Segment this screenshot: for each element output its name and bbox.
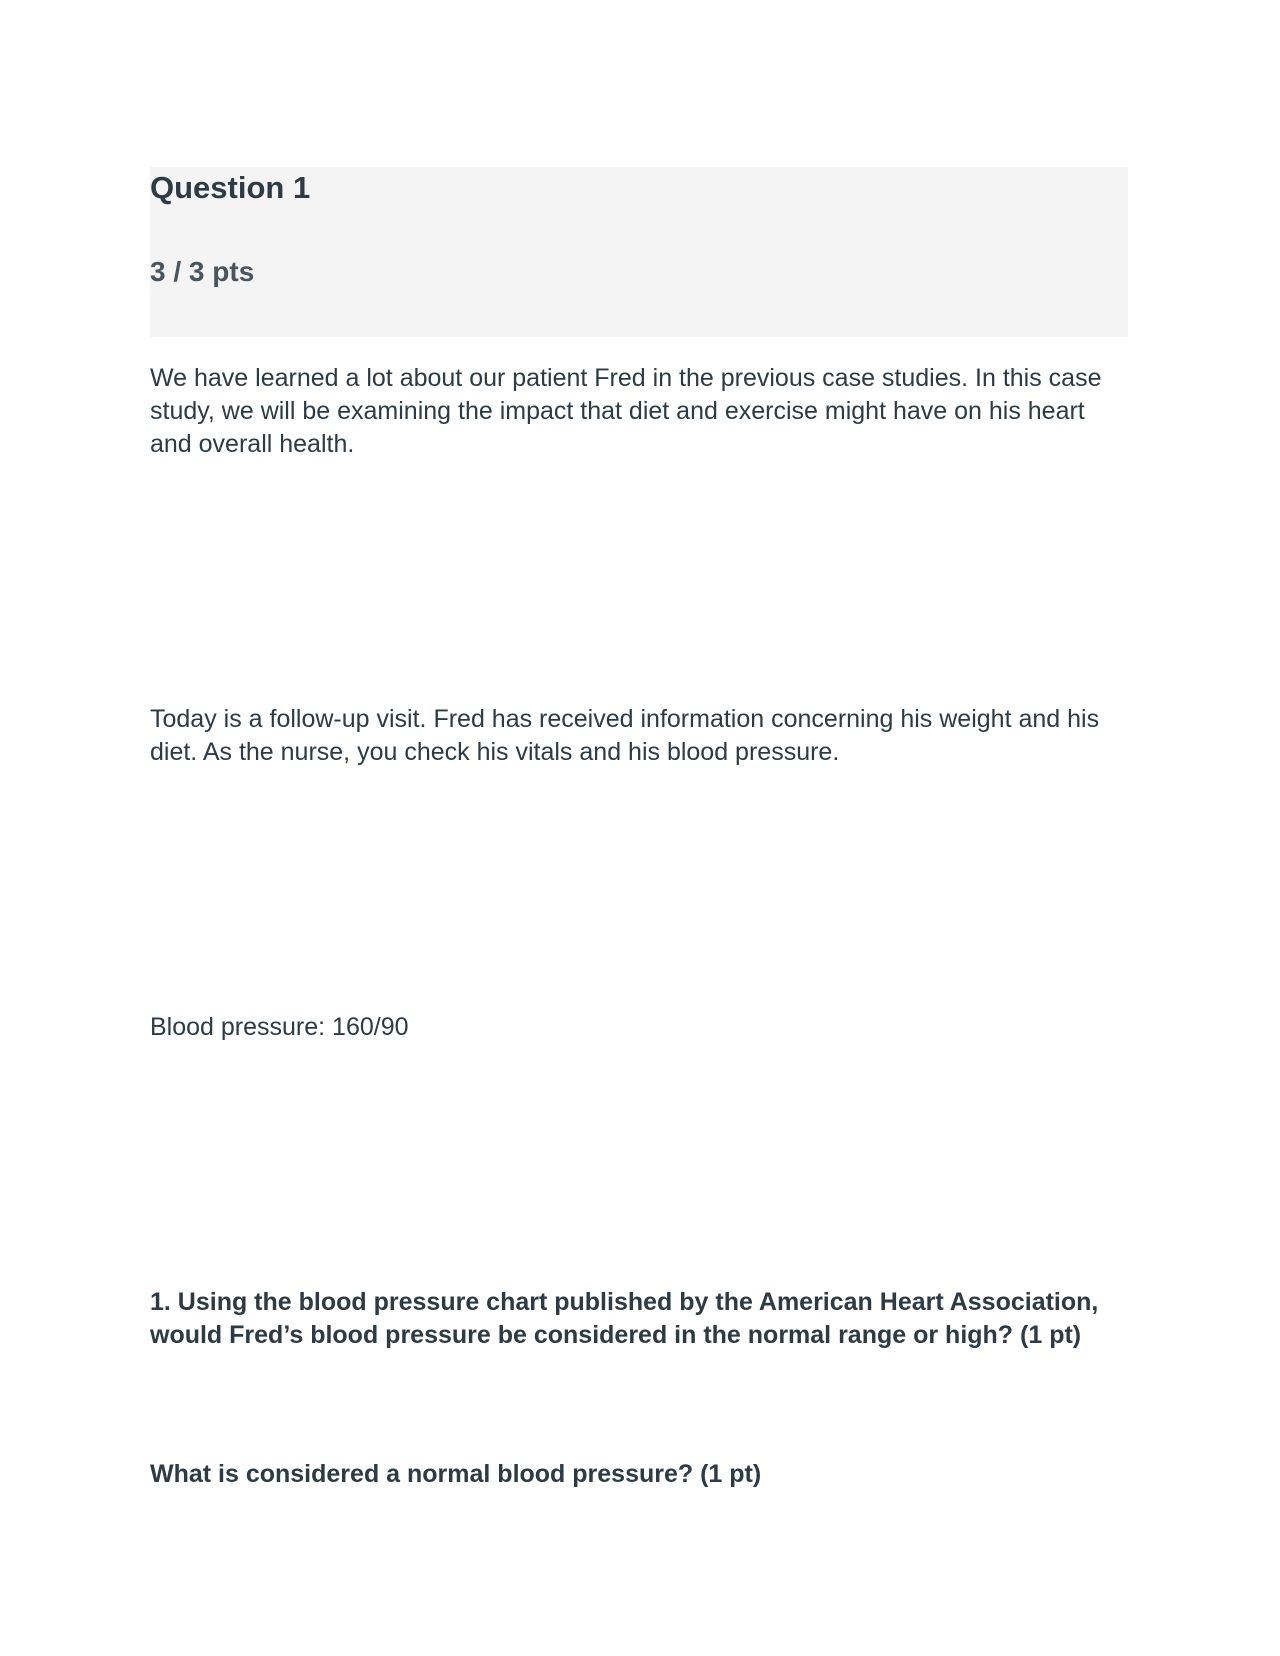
- question-points: 3 / 3 pts: [150, 256, 255, 287]
- question-prompt-1: 1. Using the blood pressure chart published by the American Heart Association, would Fred’s blood pressure be considered in the normal range or high? (1 pt): [150, 1288, 1099, 1349]
- question-header: [150, 167, 1128, 337]
- intro-paragraph: We have learned a lot about our patient Fred in the previous case studies. In this case study, we will be examining the impact that diet and exercise might have on his heart and overall health.: [150, 364, 1102, 458]
- blood-pressure-reading: Blood pressure: 160/90: [150, 1013, 409, 1041]
- visit-paragraph: Today is a follow-up visit. Fred has received information concerning his weight and his diet. As the nurse, you check his vitals and his blood pressure.: [150, 705, 1100, 766]
- question-title: Question 1: [150, 170, 311, 205]
- question-prompt-2: What is considered a normal blood pressure? (1 pt): [150, 1460, 762, 1488]
